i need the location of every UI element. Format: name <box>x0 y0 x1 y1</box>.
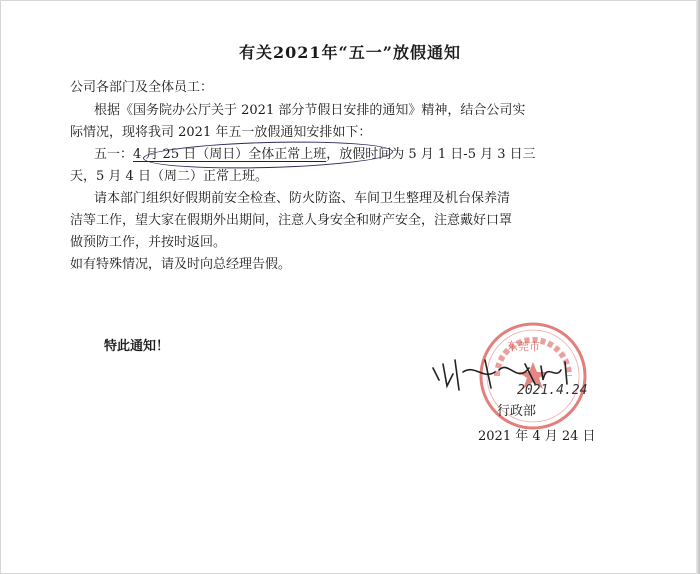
handwritten-date: 2021.4.24 <box>517 383 588 398</box>
paragraph-2-line-1 <box>94 145 536 165</box>
holiday-label: 五一： <box>94 147 134 162</box>
paragraph-1-line-1: 根据《国务院办公厅关于 2021 部分节假日安排的通知》精神，结合公司实 <box>94 103 526 118</box>
paragraph-3-line-3: 做预防工作，并按时返回。 <box>70 235 227 250</box>
closing-text: 特此通知！ <box>104 339 170 354</box>
seal-text: 东莞市 <box>507 340 540 353</box>
paragraph-3-line-1: 请本部门组织好假期前安全检查、防火防盗、车间卫生整理及机台保养清 <box>94 191 511 206</box>
paragraph-2-line-2: 天，5 月 4 日（周二）正常上班。 <box>70 169 268 184</box>
notice-date: 2021 年 4 月 24 日 <box>478 429 596 444</box>
notice-title: 有关2021年“五一”放假通知 <box>239 43 461 62</box>
handwritten-signature <box>425 350 635 410</box>
paragraph-4: 如有特殊情况，请及时向总经理告假。 <box>70 257 292 272</box>
department-name: 行政部 <box>497 404 537 419</box>
paragraph-1-line-2: 际情况，现将我司 2021 年五一放假通知安排如下： <box>70 125 372 140</box>
salutation: 公司各部门及全体员工： <box>70 80 214 95</box>
scan-edge-shadow <box>696 0 700 574</box>
paragraph-3-line-2: 洁等工作，望大家在假期外出期间，注意人身安全和财产安全，注意戴好口罩 <box>70 213 513 228</box>
workday-highlight: 4 月 25 日（周日）全体正常上班 <box>133 147 327 162</box>
holiday-dates: ，放假时间为 5 月 1 日-5 月 3 日三 <box>326 147 536 162</box>
